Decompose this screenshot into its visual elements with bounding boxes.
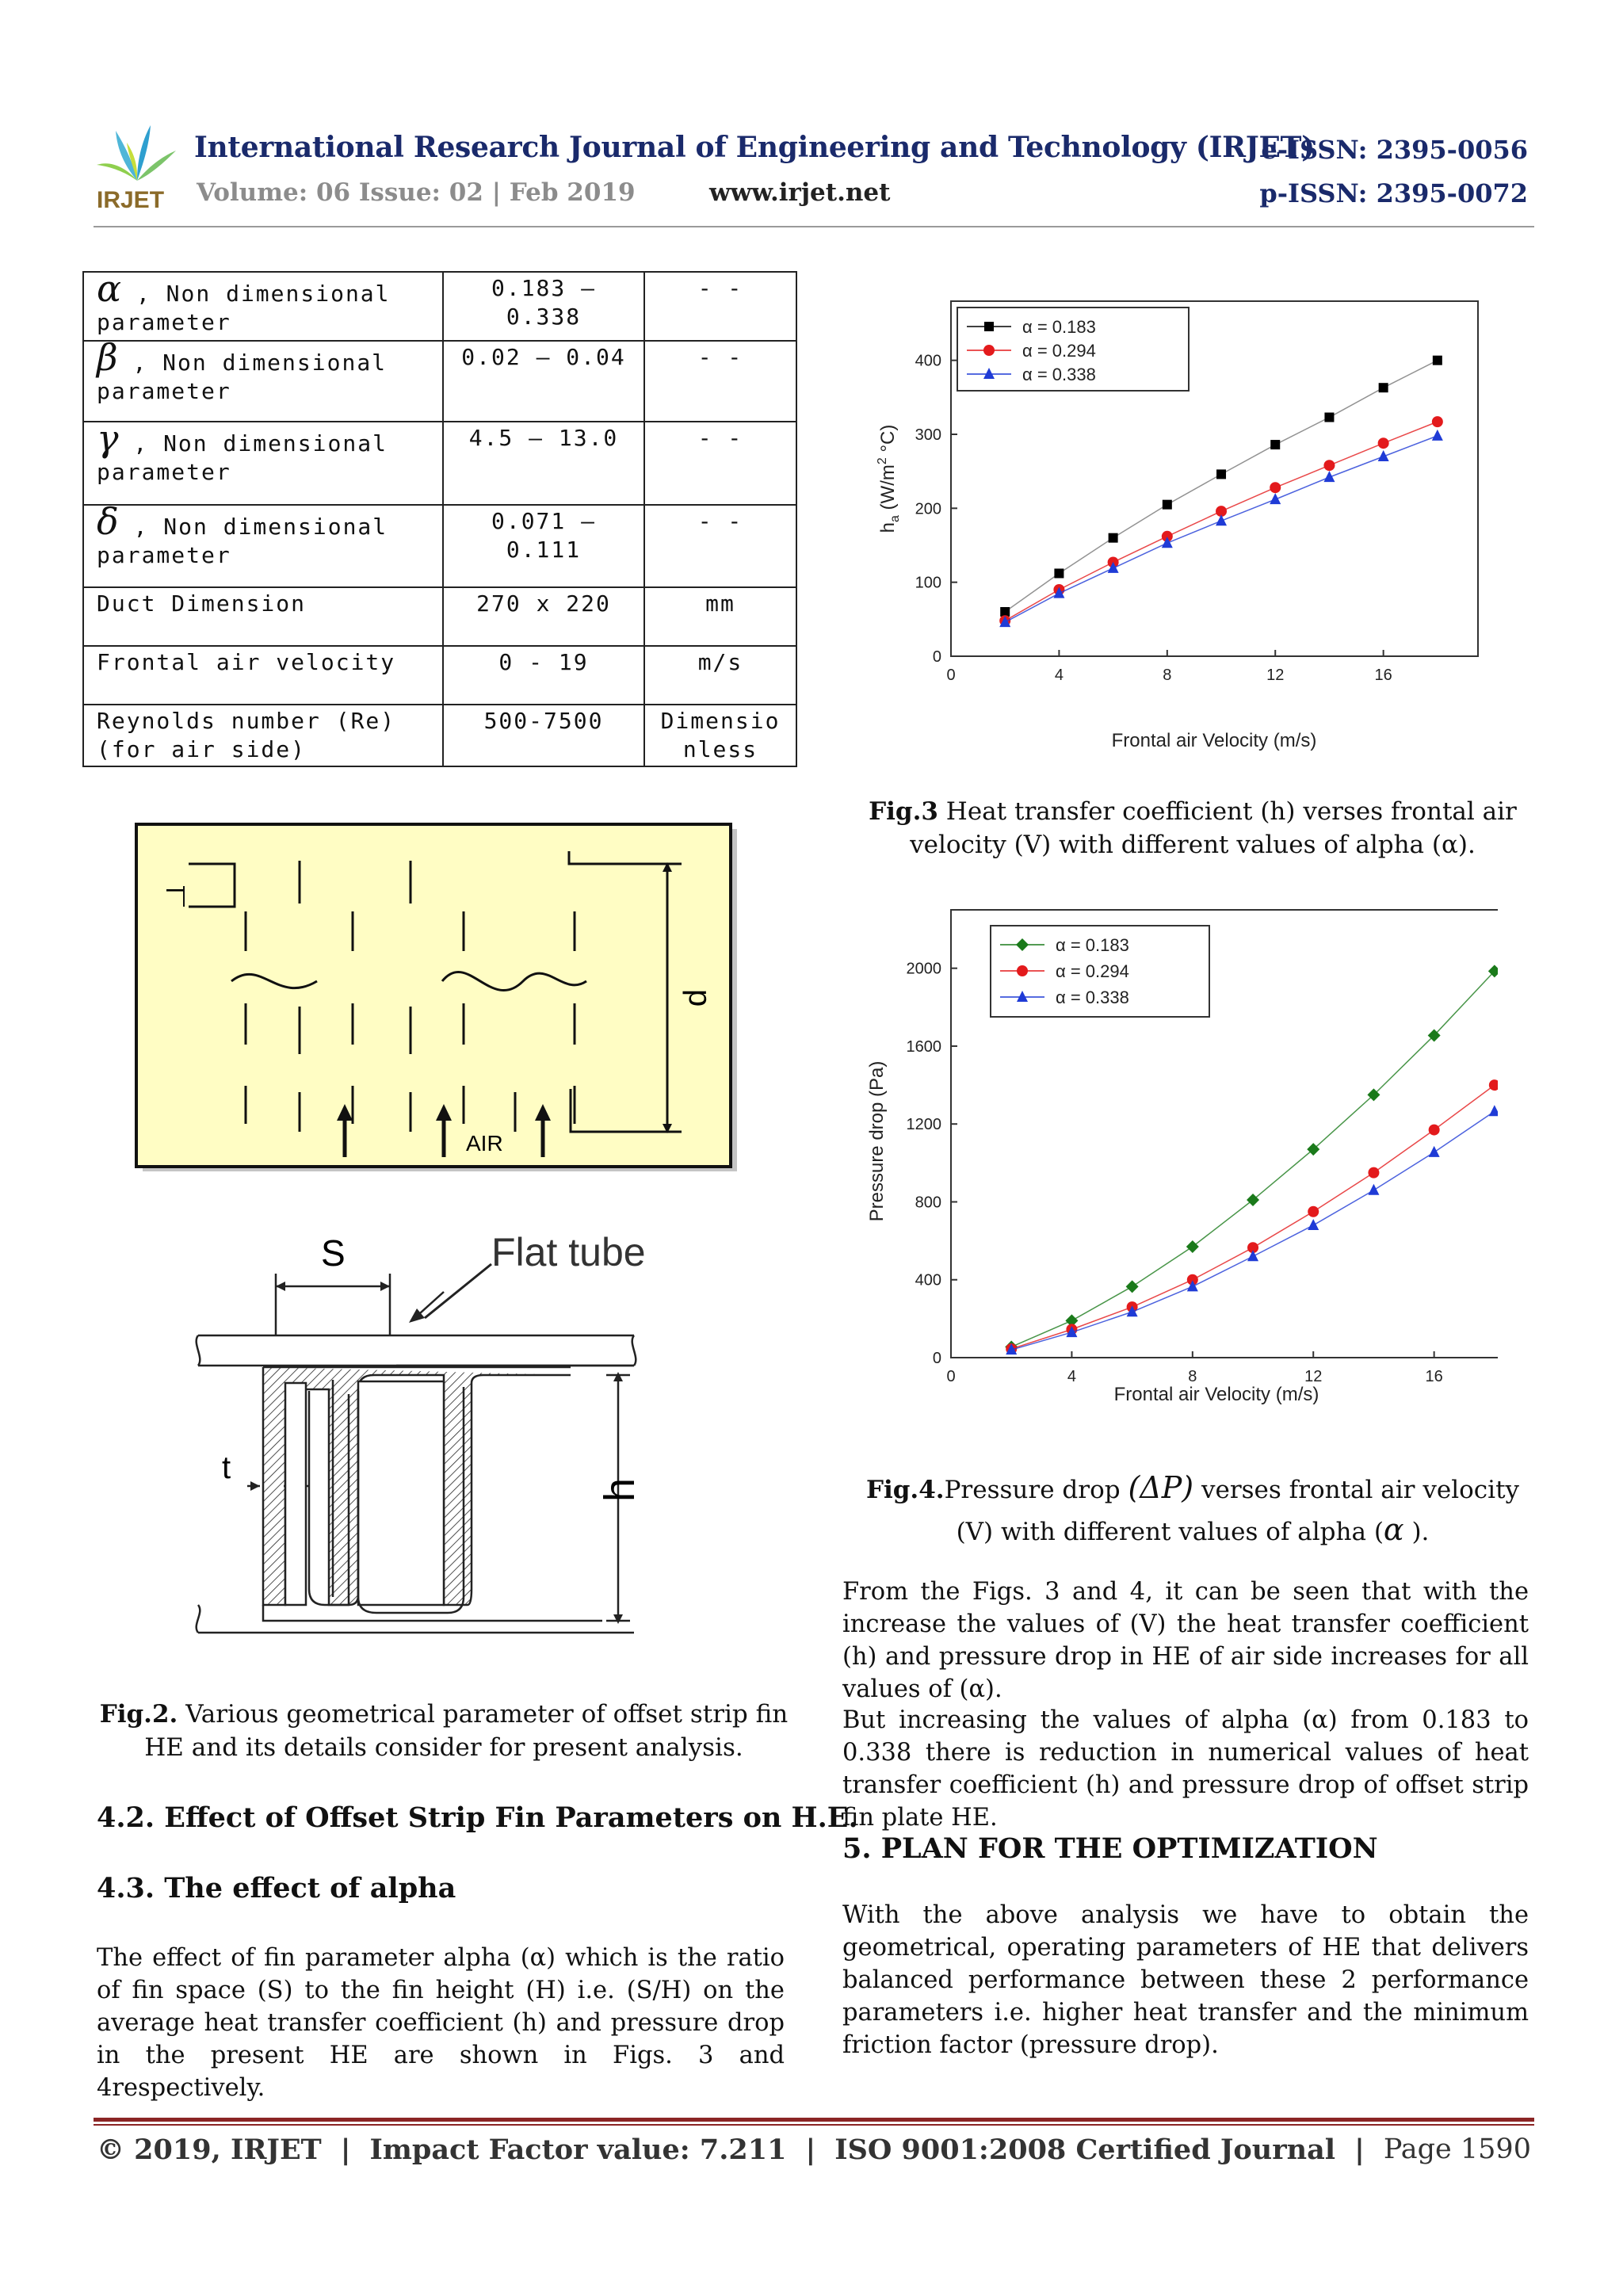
h-label: h xyxy=(596,1477,643,1502)
chart2-y-tick-label: 2000 xyxy=(906,960,941,978)
chart1-x-tick-label: 16 xyxy=(1374,667,1392,684)
chart1-ylabel-sub: a xyxy=(888,515,902,523)
chart1-data-point xyxy=(1432,416,1443,427)
chart1-legend-marker xyxy=(984,322,994,331)
chart1-ylabel-sup: 2 xyxy=(876,457,889,465)
fig2-caption-text: Various geometrical parameter of offset strip fin HE and its details consider for present analysis. xyxy=(144,1700,789,1762)
chart1-data-point xyxy=(1323,471,1335,482)
fig2-caption-label: Fig.2. xyxy=(99,1700,178,1729)
chart2-legend-marker xyxy=(1017,965,1028,976)
fig3-caption xyxy=(856,795,1529,861)
fig3-caption-label: Fig.3 xyxy=(869,797,938,826)
param-name: , Non dimensional parameter xyxy=(97,281,391,335)
chart2-y-tick-label: 800 xyxy=(915,1194,941,1212)
param-name: , Non dimensional parameter xyxy=(97,430,388,485)
param-unit: mm xyxy=(644,587,796,646)
fig4-caption xyxy=(856,1468,1529,1552)
param-unit: - - xyxy=(644,272,796,341)
chart1-data-point xyxy=(1109,533,1118,543)
table-row xyxy=(83,422,796,505)
table-row xyxy=(83,587,796,646)
fig3-caption-text: Heat transfer coefficient (h) verses frontal air velocity (V) with different values of alpha (α). xyxy=(910,797,1517,859)
chart2-x-tick-label: 12 xyxy=(1304,1368,1323,1385)
param-name: Reynolds number (Re) (for air side) xyxy=(83,705,443,766)
logo-text: IRJET xyxy=(97,187,165,212)
p-label: p xyxy=(682,989,717,1007)
chart2-data-point xyxy=(1489,1105,1498,1116)
flat-tube-label: Flat tube xyxy=(491,1230,646,1274)
beta-symbol: β xyxy=(97,336,118,379)
figs-paragraph: From the Figs. 3 and 4, it can be seen that with the increase the values of (V) the heat transfer coefficient (h) and pressure drop in HE of air side increases for all values of (α). xyxy=(842,1578,1529,1703)
footer-divider xyxy=(94,2118,1534,2122)
param-unit: - - xyxy=(644,505,796,587)
fig2-caption xyxy=(87,1698,800,1764)
gamma-symbol: γ xyxy=(97,417,119,460)
table-row xyxy=(83,646,796,705)
param-name: , Non dimensional parameter xyxy=(97,514,388,568)
fig4-caption-pre: Pressure drop xyxy=(944,1476,1128,1504)
parameter-table xyxy=(82,267,797,767)
footer-copyright: © 2019, IRJET xyxy=(97,2134,322,2166)
chart1-legend-label: α = 0.294 xyxy=(1022,341,1096,361)
diagram-frame xyxy=(136,824,731,1167)
footer-iso: ISO 9001:2008 Certified Journal xyxy=(834,2134,1336,2166)
param-unit: Dimensionless xyxy=(644,705,796,766)
alpha-paragraph: The effect of fin parameter alpha (α) which is the ratio of fin space (S) to the fin height (H) i.e. (S/H) on the average heat transfer coefficient (h) and pressure drop in the present HE are shown in Figs. 3 and 4respectively. xyxy=(97,1944,785,2102)
param-range: 0.02 – 0.04 xyxy=(443,341,644,422)
section-5-heading: 5. PLAN FOR THE OPTIMIZATION xyxy=(842,1832,1378,1865)
chart1-data-point xyxy=(1378,450,1389,461)
chart2-data-point xyxy=(1489,1079,1498,1091)
alpha-symbol: α xyxy=(1383,1512,1404,1547)
flat-tube-diagram xyxy=(190,1224,697,1652)
chart2-data-point xyxy=(1186,1240,1199,1253)
air-label: AIR xyxy=(466,1131,503,1156)
chart1-y-tick-label: 300 xyxy=(915,426,941,444)
irjet-logo xyxy=(94,119,181,212)
logo-leaves-icon xyxy=(97,125,176,181)
heat-transfer-chart xyxy=(848,285,1498,761)
fig4-caption-end: ). xyxy=(1403,1518,1430,1546)
t-label: t xyxy=(222,1450,231,1485)
chart2-y-tick-label: 1600 xyxy=(906,1037,941,1056)
chart1-x-tick-label: 4 xyxy=(1054,667,1064,684)
chart2-x-tick-label: 0 xyxy=(946,1368,956,1385)
chart1-data-point xyxy=(1324,413,1334,422)
chart1-x-tick-label: 12 xyxy=(1266,667,1285,684)
plan-paragraph: With the above analysis we have to obtain the geometrical, operating parameters of HE that delivers balanced performance between these 2 performance parameters i.e. higher heat transfer and the minimum friction factor (pressure drop). xyxy=(842,1901,1529,2059)
delta-symbol: δ xyxy=(97,500,119,543)
chart1-y-tick-label: 0 xyxy=(932,648,941,666)
section-4-2-heading: 4.2. Effect of Offset Strip Fin Parameters on H.E. xyxy=(97,1801,858,1834)
chart1-data-point xyxy=(1270,482,1281,493)
section-4-3-heading: 4.3. The effect of alpha xyxy=(97,1872,456,1904)
param-range: 0.071 – 0.111 xyxy=(443,505,644,587)
chart1-data-point xyxy=(1379,383,1388,392)
footer-divider-thin xyxy=(94,2124,1534,2126)
chart1-ylabel-rest: (W/m xyxy=(877,464,899,516)
footer-impact-factor: Impact Factor value: 7.211 xyxy=(369,2134,787,2166)
chart1-ylabel-end: °C) xyxy=(877,424,899,458)
p-issn: p-ISSN: 2395-0072 xyxy=(1259,178,1528,208)
param-name: Frontal air velocity xyxy=(83,646,443,705)
chart2-data-point xyxy=(1308,1219,1319,1230)
chart1-data-point xyxy=(1270,493,1281,504)
chart1-y-tick-label: 200 xyxy=(915,500,941,518)
chart1-data-point xyxy=(1054,568,1064,578)
fig4-caption-post: verses frontal air velocity (V) with different values of alpha ( xyxy=(956,1476,1520,1546)
chart2-data-point xyxy=(1247,1250,1258,1261)
chart1-legend-label: α = 0.338 xyxy=(1022,365,1096,384)
chart1-data-point xyxy=(1163,500,1172,510)
table-row xyxy=(83,505,796,587)
footer-separator: | xyxy=(340,2134,351,2166)
chart2-legend-label: α = 0.294 xyxy=(1056,961,1129,981)
chart1-data-point xyxy=(1378,437,1389,449)
fin-layout-diagram xyxy=(135,823,745,1179)
chart2-legend xyxy=(991,926,1209,1017)
page-footer xyxy=(97,2134,1531,2166)
table-row xyxy=(83,705,796,766)
pressure-drop-chart xyxy=(848,896,1498,1419)
fin-profile xyxy=(263,1367,602,1621)
footer-separator: | xyxy=(1354,2134,1365,2166)
chart1-data-point xyxy=(1216,514,1227,525)
param-range: 0.183 – 0.338 xyxy=(443,272,644,341)
param-name: Duct Dimension xyxy=(83,587,443,646)
fig4-caption-label: Fig.4. xyxy=(865,1476,945,1504)
chart2-y-tick-label: 1200 xyxy=(906,1116,941,1134)
chart1-data-point xyxy=(1323,460,1335,471)
chart1-series-line xyxy=(1005,436,1438,622)
chart2-legend-label: α = 0.338 xyxy=(1056,988,1129,1007)
chart2-data-point xyxy=(1126,1280,1139,1293)
chart1-x-axis-label: Frontal air Velocity (m/s) xyxy=(1111,730,1317,751)
chart1-series-line xyxy=(1005,361,1438,612)
footer-page-number: Page 1590 xyxy=(1383,2134,1531,2165)
chart2-data-point xyxy=(1368,1184,1379,1195)
chart2-series-line xyxy=(1011,1085,1495,1349)
chart2-data-point xyxy=(1429,1146,1440,1157)
param-range: 4.5 – 13.0 xyxy=(443,422,644,505)
header-divider xyxy=(94,226,1534,227)
chart1-y-axis-label xyxy=(876,425,902,533)
chart1-data-point xyxy=(1432,430,1443,441)
param-unit: - - xyxy=(644,341,796,422)
param-name: , Non dimensional parameter xyxy=(97,350,388,404)
chart2-x-tick-label: 4 xyxy=(1067,1368,1076,1385)
chart1-y-tick-label: 100 xyxy=(915,574,941,592)
e-issn: e-ISSN: 2395-0056 xyxy=(1261,135,1528,165)
chart1-data-point xyxy=(1270,440,1280,449)
chart1-legend xyxy=(957,308,1189,391)
chart2-data-point xyxy=(1429,1125,1440,1136)
chart2-y-tick-label: 0 xyxy=(932,1350,941,1367)
param-unit: m/s xyxy=(644,646,796,705)
delta-p-symbol: (ΔP) xyxy=(1128,1470,1194,1505)
chart2-x-tick-label: 16 xyxy=(1425,1368,1443,1385)
chart2-x-tick-label: 8 xyxy=(1188,1368,1197,1385)
chart2-y-tick-label: 400 xyxy=(915,1271,941,1289)
chart1-legend-label: α = 0.183 xyxy=(1022,317,1096,337)
chart1-x-tick-label: 0 xyxy=(946,667,956,684)
chart2-data-point xyxy=(1368,1167,1379,1179)
alpha-symbol: α xyxy=(97,267,122,310)
chart1-ylabel-main: h xyxy=(877,522,899,533)
s-label: S xyxy=(321,1232,346,1274)
table-row xyxy=(83,341,796,422)
param-unit: - - xyxy=(644,422,796,505)
chart1-legend-marker xyxy=(983,345,995,356)
chart1-x-tick-label: 8 xyxy=(1163,667,1172,684)
footer-separator: | xyxy=(805,2134,816,2166)
param-range: 500-7500 xyxy=(443,705,644,766)
journal-title: International Research Journal of Engineering and Technology (IRJET) xyxy=(194,131,1315,164)
chart2-y-axis-label: Pressure drop (Pa) xyxy=(866,1060,888,1222)
chart2-x-axis-label: Frontal air Velocity (m/s) xyxy=(1113,1384,1319,1405)
volume-issue: Volume: 06 Issue: 02 | Feb 2019 xyxy=(197,178,636,207)
chart1-data-point xyxy=(1216,469,1226,479)
chart2-series-line xyxy=(1011,971,1495,1347)
increase-paragraph: But increasing the values of alpha (α) from 0.183 to 0.338 there is reduction in numerical values of heat transfer coefficient (h) and pressure drop of offset strip fin plate HE. xyxy=(842,1706,1529,1832)
l-label: l xyxy=(161,888,187,893)
chart2-legend-label: α = 0.183 xyxy=(1056,935,1129,955)
table-row xyxy=(83,272,796,341)
chart2-data-point xyxy=(1308,1206,1319,1217)
chart1-y-tick-label: 400 xyxy=(915,352,941,370)
journal-website-link[interactable]: www.irjet.net xyxy=(709,178,891,207)
chart1-data-point xyxy=(1433,356,1442,365)
param-range: 270 x 220 xyxy=(443,587,644,646)
param-range: 0 - 19 xyxy=(443,646,644,705)
